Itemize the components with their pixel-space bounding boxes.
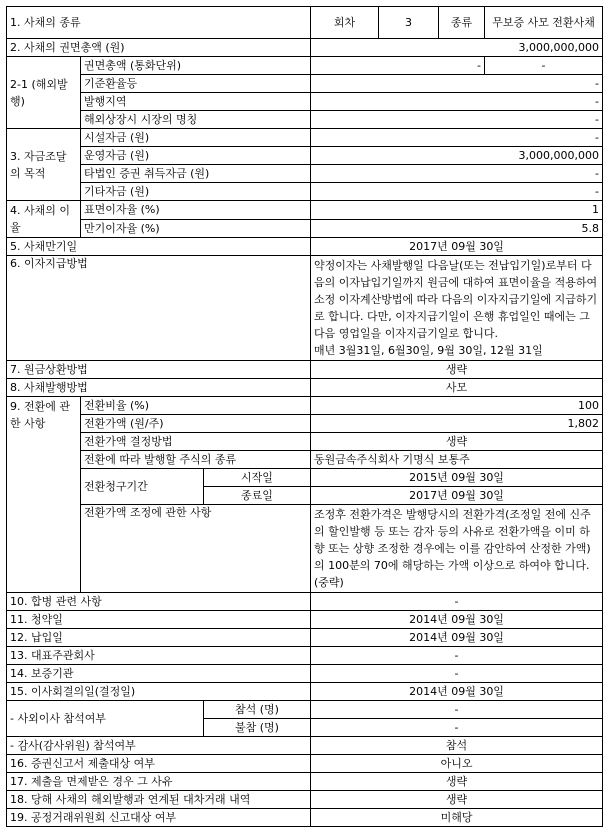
overseas-face-label: 권면총액 (통화단위) [81, 57, 311, 75]
overseas-face-value-1: - [311, 57, 485, 75]
subscription-date-value: 2014년 09월 30일 [311, 611, 603, 629]
interest-payment-dates: 매년 3월31일, 6월30일, 9월 30일, 12월 31일 [314, 344, 543, 357]
merger-label: 10. 합병 관련 사항 [7, 593, 311, 611]
conversion-ratio-value: 100 [311, 397, 603, 415]
registration-value: 아니오 [311, 755, 603, 773]
type-label: 종류 [439, 7, 485, 39]
price-method-label: 전환가액 결정방법 [81, 433, 311, 451]
merger-value: - [311, 593, 603, 611]
overseas-label: 2-1 (해외발행) [7, 57, 81, 129]
facility-fund-label: 시설자금 (원) [81, 129, 311, 147]
price-method-value: 생략 [311, 433, 603, 451]
bond-type-label: 1. 사채의 종류 [7, 7, 311, 39]
other-fund-label: 기타자금 (원) [81, 183, 311, 201]
payment-date-label: 12. 납입일 [7, 629, 311, 647]
lead-manager-value: - [311, 647, 603, 665]
issue-region-value: - [311, 93, 603, 111]
exchange-rate-label: 기준환율등 [81, 75, 311, 93]
outside-director-label: - 사외이사 참석여부 [7, 701, 204, 737]
exemption-value: 생략 [311, 773, 603, 791]
auditor-value: 참석 [311, 737, 603, 755]
issue-method-value: 사모 [311, 379, 603, 397]
exchange-rate-value: - [311, 75, 603, 93]
guarantor-label: 14. 보증기관 [7, 665, 311, 683]
auditor-label: - 감사(감사위원) 참석여부 [7, 737, 311, 755]
subscription-date-label: 11. 청약일 [7, 611, 311, 629]
issue-region-label: 발행지역 [81, 93, 311, 111]
type-value: 무보증 사모 전환사채 [485, 7, 603, 39]
principal-repay-label: 7. 원금상환방법 [7, 361, 311, 379]
board-date-value: 2014년 09월 30일 [311, 683, 603, 701]
operating-fund-value: 3,000,000,000 [311, 147, 603, 165]
round-value: 3 [379, 7, 439, 39]
interest-payment-label: 6. 이자지급방법 [7, 256, 311, 361]
acquisition-fund-value: - [311, 165, 603, 183]
end-date-value: 2017년 09월 30일 [311, 487, 603, 505]
conversion-price-label: 전환가액 (원/주) [81, 415, 311, 433]
facility-fund-value: - [311, 129, 603, 147]
request-period-label: 전환청구기간 [81, 469, 204, 505]
principal-repay-value: 생략 [311, 361, 603, 379]
disclosure-table [6, 6, 603, 827]
maturity-date-label: 5. 사채만기일 [7, 238, 311, 256]
maturity-date-value: 2017년 09월 30일 [311, 238, 603, 256]
acquisition-fund-label: 타법인 증권 취득자금 (원) [81, 165, 311, 183]
interest-rate-label: 4. 사채의 이율 [7, 201, 81, 238]
absent-value: - [311, 719, 603, 737]
price-adjust-value: 조정후 전환가격은 발행당시의 전환가격(조정일 전에 신주의 할인발행 등 또는 감자 등의 사유로 전환가액을 이미 하향 또는 상향 조정한 경우에는 이를 감안하여 산정한 가액)의 100분의 70에 해당하는 가액 이상으로 하여야 합니다. (중략) [311, 505, 603, 593]
absent-label: 불참 (명) [204, 719, 311, 737]
face-total-value: 3,000,000,000 [311, 39, 603, 57]
face-total-label: 2. 사채의 권면총액 (원) [7, 39, 311, 57]
conversion-label: 9. 전환에 관한 사항 [7, 397, 81, 593]
present-value: - [311, 701, 603, 719]
start-date-label: 시작일 [204, 469, 311, 487]
stock-type-value: 동원금속주식회사 기명식 보통주 [311, 451, 603, 469]
conversion-ratio-label: 전환비율 (%) [81, 397, 311, 415]
lead-manager-label: 13. 대표주관회사 [7, 647, 311, 665]
ftc-report-value: 미해당 [311, 809, 603, 827]
board-date-label: 15. 이사회결의일(결정일) [7, 683, 311, 701]
guarantor-value: - [311, 665, 603, 683]
lending-label: 18. 당해 사채의 해외발행과 연계된 대차거래 내역 [7, 791, 311, 809]
payment-date-value: 2014년 09월 30일 [311, 629, 603, 647]
maturity-rate-value: 5.8 [311, 219, 603, 238]
interest-payment-text: 약정이자는 사채발행일 다음날(또는 전납입기일)로부터 다음의 이자납입기일까지 원금에 대하여 표면이율을 적용하여 소정 이자계산방법에 따라 다음의 이자지급기일에 지급하기로 합니다. 다만, 이자지급기일이 은행 휴업일인 때에는 그 다음 영업일을 이자지급기일로 합니다. [314, 259, 598, 340]
end-date-label: 종료일 [204, 487, 311, 505]
lending-value: 생략 [311, 791, 603, 809]
registration-label: 16. 증권신고서 제출대상 여부 [7, 755, 311, 773]
conversion-price-value: 1,802 [311, 415, 603, 433]
operating-fund-label: 운영자금 (원) [81, 147, 311, 165]
issue-method-label: 8. 사채발행방법 [7, 379, 311, 397]
surface-rate-value: 1 [311, 201, 603, 220]
maturity-rate-label: 만기이자율 (%) [81, 219, 311, 238]
present-label: 참석 (명) [204, 701, 311, 719]
interest-payment-value [311, 256, 603, 361]
overseas-face-value-2: - [485, 57, 603, 75]
surface-rate-label: 표면이자율 (%) [81, 201, 311, 220]
other-fund-value: - [311, 183, 603, 201]
price-adjust-label: 전환가액 조정에 관한 사항 [81, 505, 311, 593]
round-label: 회차 [311, 7, 379, 39]
fund-purpose-label: 3. 자금조달의 목적 [7, 129, 81, 201]
ftc-report-label: 19. 공정거래위원회 신고대상 여부 [7, 809, 311, 827]
stock-type-label: 전환에 따라 발행할 주식의 종류 [81, 451, 311, 469]
overseas-market-label: 해외상장시 시장의 명칭 [81, 111, 311, 129]
overseas-market-value: - [311, 111, 603, 129]
exemption-label: 17. 제출을 면제받은 경우 그 사유 [7, 773, 311, 791]
start-date-value: 2015년 09월 30일 [311, 469, 603, 487]
